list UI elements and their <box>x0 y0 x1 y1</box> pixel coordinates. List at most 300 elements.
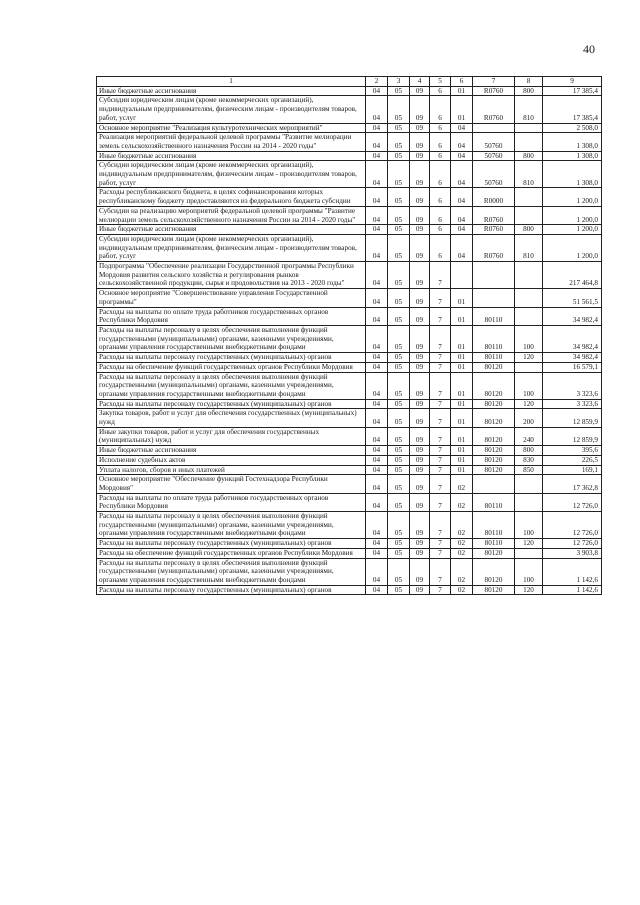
subsection-code-cell: 09 <box>410 455 430 465</box>
program-code-cell: 7 <box>430 325 451 352</box>
program-code-cell: 7 <box>430 446 451 456</box>
table-row <box>97 133 602 151</box>
description-cell: Расходы на выплаты персоналу в целях обеспечения выполнения функций государственными (муниципальными) органами, казенными учреждениями, органами управления государственными внебюджетными фондами <box>97 558 366 585</box>
subprogram-code-cell: 02 <box>451 548 473 558</box>
subprogram-code-cell: 02 <box>451 585 473 595</box>
ministry-code-cell: 04 <box>366 362 388 372</box>
target-article-code-cell: 80120 <box>473 548 515 558</box>
subprogram-code-cell: 01 <box>451 409 473 427</box>
subsection-code-cell: 09 <box>410 123 430 133</box>
description-cell: Расходы на выплаты по оплате труда работников государственных органов Республики Мордовия <box>97 307 366 325</box>
page-number: 40 <box>583 42 595 56</box>
expense-type-code-cell <box>515 123 543 133</box>
target-article-code-cell: 80110 <box>473 539 515 549</box>
subsection-code-cell: 09 <box>410 325 430 352</box>
section-code-cell: 05 <box>388 325 410 352</box>
target-article-code-cell: R0760 <box>473 86 515 96</box>
expense-type-code-cell: 100 <box>515 325 543 352</box>
table-row <box>97 307 602 325</box>
table-row <box>97 225 602 235</box>
subprogram-code-cell: 04 <box>451 234 473 261</box>
target-article-code-cell: R0760 <box>473 234 515 261</box>
section-code-cell: 05 <box>388 307 410 325</box>
header-cell-4: 4 <box>410 77 430 87</box>
target-article-code-cell: 80120 <box>473 409 515 427</box>
ministry-code-cell: 04 <box>366 123 388 133</box>
subsection-code-cell: 09 <box>410 188 430 206</box>
section-code-cell: 05 <box>388 465 410 475</box>
ministry-code-cell: 04 <box>366 399 388 409</box>
subsection-code-cell: 09 <box>410 409 430 427</box>
subsection-code-cell: 09 <box>410 133 430 151</box>
target-article-code-cell: R0760 <box>473 96 515 123</box>
subprogram-code-cell: 01 <box>451 289 473 307</box>
amount-cell: 17 385,4 <box>543 86 602 96</box>
table-row <box>97 206 602 224</box>
section-code-cell: 05 <box>388 446 410 456</box>
target-article-code-cell: 80120 <box>473 455 515 465</box>
expense-type-code-cell <box>515 133 543 151</box>
ministry-code-cell: 04 <box>366 372 388 399</box>
ministry-code-cell: 04 <box>366 151 388 161</box>
ministry-code-cell: 04 <box>366 409 388 427</box>
expense-type-code-cell <box>515 307 543 325</box>
section-code-cell: 05 <box>388 353 410 363</box>
description-cell: Иные бюджетные ассигнования <box>97 446 366 456</box>
amount-cell: 1 308,0 <box>543 151 602 161</box>
section-code-cell: 05 <box>388 289 410 307</box>
expense-type-code-cell: 200 <box>515 409 543 427</box>
program-code-cell: 6 <box>430 86 451 96</box>
expense-type-code-cell <box>515 188 543 206</box>
subprogram-code-cell: 01 <box>451 86 473 96</box>
expense-type-code-cell: 810 <box>515 234 543 261</box>
subprogram-code-cell: 01 <box>451 353 473 363</box>
table-row <box>97 409 602 427</box>
expense-type-code-cell: 810 <box>515 96 543 123</box>
section-code-cell: 05 <box>388 475 410 493</box>
section-code-cell: 05 <box>388 225 410 235</box>
section-code-cell: 05 <box>388 372 410 399</box>
description-cell: Расходы на обеспечение функций государственных органов Республики Мордовия <box>97 548 366 558</box>
subsection-code-cell: 09 <box>410 206 430 224</box>
table-row <box>97 455 602 465</box>
subprogram-code-cell: 01 <box>451 465 473 475</box>
subprogram-code-cell: 02 <box>451 493 473 511</box>
subsection-code-cell: 09 <box>410 262 430 289</box>
description-cell: Основное мероприятие "Обеспечение функций Гостехнадзора Республики Мордовия" <box>97 475 366 493</box>
amount-cell: 16 579,1 <box>543 362 602 372</box>
section-code-cell: 05 <box>388 206 410 224</box>
description-cell: Иные бюджетные ассигнования <box>97 225 366 235</box>
amount-cell: 34 982,4 <box>543 353 602 363</box>
section-code-cell: 05 <box>388 151 410 161</box>
program-code-cell: 6 <box>430 206 451 224</box>
header-cell-9: 9 <box>543 77 602 87</box>
subprogram-code-cell: 01 <box>451 96 473 123</box>
target-article-code-cell: 80120 <box>473 558 515 585</box>
ministry-code-cell: 04 <box>366 86 388 96</box>
amount-cell: 1 200,0 <box>543 225 602 235</box>
target-article-code-cell <box>473 123 515 133</box>
section-code-cell: 05 <box>388 399 410 409</box>
subsection-code-cell: 09 <box>410 539 430 549</box>
description-cell: Основное мероприятие "Совершенствование управления Государственной программы" <box>97 289 366 307</box>
program-code-cell: 6 <box>430 133 451 151</box>
ministry-code-cell: 04 <box>366 427 388 445</box>
ministry-code-cell: 04 <box>366 558 388 585</box>
ministry-code-cell: 04 <box>366 161 388 188</box>
subsection-code-cell: 09 <box>410 307 430 325</box>
amount-cell: 1 200,0 <box>543 188 602 206</box>
description-cell: Иные бюджетные ассигнования <box>97 86 366 96</box>
subprogram-code-cell: 01 <box>451 362 473 372</box>
program-code-cell: 7 <box>430 427 451 445</box>
subsection-code-cell: 09 <box>410 289 430 307</box>
expense-type-code-cell <box>515 362 543 372</box>
subsection-code-cell: 09 <box>410 512 430 539</box>
header-cell-8: 8 <box>515 77 543 87</box>
amount-cell: 2 508,0 <box>543 123 602 133</box>
subprogram-code-cell: 04 <box>451 123 473 133</box>
subprogram-code-cell: 02 <box>451 512 473 539</box>
table-row <box>97 362 602 372</box>
ministry-code-cell: 04 <box>366 548 388 558</box>
target-article-code-cell: 80120 <box>473 372 515 399</box>
description-cell: Субсидии на реализацию мероприятий федеральной целевой программы "Развитие мелиорации земель сельскохозяйственного назначения России на 2014 - 2020 годы" <box>97 206 366 224</box>
expense-type-code-cell: 800 <box>515 225 543 235</box>
ministry-code-cell: 04 <box>366 475 388 493</box>
target-article-code-cell: 80110 <box>473 307 515 325</box>
description-cell: Расходы на выплаты персоналу в целях обеспечения выполнения функций государственными (муниципальными) органами, казенными учреждениями, органами управления государственными внебюджетными фондами <box>97 325 366 352</box>
program-code-cell: 7 <box>430 585 451 595</box>
program-code-cell: 6 <box>430 123 451 133</box>
table-row <box>97 86 602 96</box>
amount-cell: 1 308,0 <box>543 133 602 151</box>
ministry-code-cell: 04 <box>366 512 388 539</box>
expense-type-code-cell: 120 <box>515 539 543 549</box>
subsection-code-cell: 09 <box>410 234 430 261</box>
program-code-cell: 6 <box>430 225 451 235</box>
target-article-code-cell: R0000 <box>473 188 515 206</box>
program-code-cell: 7 <box>430 353 451 363</box>
amount-cell: 34 982,4 <box>543 307 602 325</box>
description-cell: Иные закупки товаров, работ и услуг для обеспечения государственных (муниципальных) нужд <box>97 427 366 445</box>
amount-cell: 3 903,8 <box>543 548 602 558</box>
table-row <box>97 548 602 558</box>
subprogram-code-cell: 04 <box>451 206 473 224</box>
subprogram-code-cell: 04 <box>451 225 473 235</box>
subprogram-code-cell <box>451 262 473 289</box>
ministry-code-cell: 04 <box>366 325 388 352</box>
description-cell: Субсидии юридическим лицам (кроме некоммерческих организаций), индивидуальным предпринимателям, физическим лицам - производителям товаров, работ, услуг <box>97 234 366 261</box>
table-row <box>97 585 602 595</box>
program-code-cell: 7 <box>430 307 451 325</box>
target-article-code-cell <box>473 475 515 493</box>
subprogram-code-cell: 04 <box>451 151 473 161</box>
program-code-cell: 7 <box>430 465 451 475</box>
header-cell-6: 6 <box>451 77 473 87</box>
program-code-cell: 6 <box>430 161 451 188</box>
subprogram-code-cell: 02 <box>451 539 473 549</box>
table-row <box>97 372 602 399</box>
ministry-code-cell: 04 <box>366 446 388 456</box>
program-code-cell: 7 <box>430 539 451 549</box>
program-code-cell: 7 <box>430 475 451 493</box>
program-code-cell: 6 <box>430 188 451 206</box>
section-code-cell: 05 <box>388 512 410 539</box>
section-code-cell: 05 <box>388 133 410 151</box>
expense-type-code-cell <box>515 548 543 558</box>
program-code-cell: 6 <box>430 151 451 161</box>
section-code-cell: 05 <box>388 585 410 595</box>
section-code-cell: 05 <box>388 161 410 188</box>
description-cell: Субсидии юридическим лицам (кроме некоммерческих организаций), индивидуальным предпринимателям, физическим лицам - производителям товаров, работ, услуг <box>97 161 366 188</box>
target-article-code-cell: 50760 <box>473 151 515 161</box>
subprogram-code-cell: 01 <box>451 455 473 465</box>
table-row <box>97 325 602 352</box>
expense-type-code-cell: 120 <box>515 399 543 409</box>
program-code-cell: 7 <box>430 455 451 465</box>
target-article-code-cell: 80120 <box>473 465 515 475</box>
table-row <box>97 289 602 307</box>
expense-type-code-cell: 850 <box>515 465 543 475</box>
expense-type-code-cell <box>515 206 543 224</box>
description-cell: Закупка товаров, работ и услуг для обеспечения государственных (муниципальных) нужд <box>97 409 366 427</box>
description-cell: Расходы на выплаты персоналу государственных (муниципальных) органов <box>97 585 366 595</box>
subsection-code-cell: 09 <box>410 558 430 585</box>
subsection-code-cell: 09 <box>410 475 430 493</box>
expense-type-code-cell: 830 <box>515 455 543 465</box>
description-cell: Расходы республиканского бюджета, в целях софинансирования которых республиканскому бюджету предоставляются из федерального бюджета субсидии <box>97 188 366 206</box>
expense-type-code-cell: 100 <box>515 372 543 399</box>
amount-cell: 34 982,4 <box>543 325 602 352</box>
amount-cell: 17 362,8 <box>543 475 602 493</box>
subprogram-code-cell: 04 <box>451 161 473 188</box>
target-article-code-cell: 80110 <box>473 325 515 352</box>
ministry-code-cell: 04 <box>366 225 388 235</box>
subsection-code-cell: 09 <box>410 465 430 475</box>
amount-cell: 12 726,0 <box>543 493 602 511</box>
table-row <box>97 399 602 409</box>
description-cell: Расходы на выплаты персоналу государственных (муниципальных) органов <box>97 399 366 409</box>
program-code-cell: 7 <box>430 262 451 289</box>
table-row <box>97 161 602 188</box>
subsection-code-cell: 09 <box>410 96 430 123</box>
subsection-code-cell: 09 <box>410 446 430 456</box>
expense-type-code-cell: 240 <box>515 427 543 445</box>
subsection-code-cell: 09 <box>410 493 430 511</box>
amount-cell: 3 323,6 <box>543 372 602 399</box>
amount-cell: 217 464,8 <box>543 262 602 289</box>
section-code-cell: 05 <box>388 86 410 96</box>
section-code-cell: 05 <box>388 262 410 289</box>
subprogram-code-cell: 04 <box>451 133 473 151</box>
table-row <box>97 539 602 549</box>
target-article-code-cell <box>473 289 515 307</box>
expense-type-code-cell <box>515 475 543 493</box>
section-code-cell: 05 <box>388 455 410 465</box>
section-code-cell: 05 <box>388 427 410 445</box>
section-code-cell: 05 <box>388 409 410 427</box>
expense-type-code-cell: 120 <box>515 585 543 595</box>
subprogram-code-cell: 04 <box>451 188 473 206</box>
description-cell: Расходы на выплаты по оплате труда работников государственных органов Республики Мордовия <box>97 493 366 511</box>
ministry-code-cell: 04 <box>366 262 388 289</box>
expense-type-code-cell <box>515 493 543 511</box>
table-row <box>97 151 602 161</box>
program-code-cell: 7 <box>430 558 451 585</box>
description-cell: Уплата налогов, сборов и иных платежей <box>97 465 366 475</box>
program-code-cell: 7 <box>430 409 451 427</box>
amount-cell: 395,6 <box>543 446 602 456</box>
ministry-code-cell: 04 <box>366 133 388 151</box>
table-row <box>97 465 602 475</box>
subsection-code-cell: 09 <box>410 548 430 558</box>
target-article-code-cell: 50760 <box>473 133 515 151</box>
target-article-code-cell: 80120 <box>473 399 515 409</box>
expense-type-code-cell: 800 <box>515 151 543 161</box>
target-article-code-cell: 80110 <box>473 353 515 363</box>
subsection-code-cell: 09 <box>410 362 430 372</box>
subsection-code-cell: 09 <box>410 353 430 363</box>
section-code-cell: 05 <box>388 493 410 511</box>
section-code-cell: 05 <box>388 96 410 123</box>
section-code-cell: 05 <box>388 188 410 206</box>
subprogram-code-cell: 01 <box>451 307 473 325</box>
header-cell-5: 5 <box>430 77 451 87</box>
table-row <box>97 123 602 133</box>
ministry-code-cell: 04 <box>366 493 388 511</box>
expense-type-code-cell: 800 <box>515 446 543 456</box>
target-article-code-cell: 80120 <box>473 427 515 445</box>
subprogram-code-cell: 01 <box>451 399 473 409</box>
subsection-code-cell: 09 <box>410 86 430 96</box>
ministry-code-cell: 04 <box>366 289 388 307</box>
ministry-code-cell: 04 <box>366 539 388 549</box>
description-cell: Субсидии юридическим лицам (кроме некоммерческих организаций), индивидуальным предпринимателям, физическим лицам - производителям товаров, работ, услуг <box>97 96 366 123</box>
section-code-cell: 05 <box>388 539 410 549</box>
amount-cell: 17 385,4 <box>543 96 602 123</box>
target-article-code-cell: 80120 <box>473 446 515 456</box>
amount-cell: 12 726,0 <box>543 512 602 539</box>
expense-type-code-cell: 100 <box>515 558 543 585</box>
description-cell: Подпрограмма "Обеспечение реализации Государственной программы Республики Мордовия развития сельского хозяйства и регулирования рынков сельскохозяйственной продукции, сырья и продовольствия на 2013 - 2020 годы" <box>97 262 366 289</box>
amount-cell: 1 308,0 <box>543 161 602 188</box>
target-article-code-cell: 80120 <box>473 585 515 595</box>
program-code-cell: 6 <box>430 234 451 261</box>
subsection-code-cell: 09 <box>410 427 430 445</box>
program-code-cell: 7 <box>430 548 451 558</box>
subprogram-code-cell: 01 <box>451 372 473 399</box>
ministry-code-cell: 04 <box>366 188 388 206</box>
target-article-code-cell: 50760 <box>473 161 515 188</box>
section-code-cell: 05 <box>388 558 410 585</box>
subprogram-code-cell: 02 <box>451 475 473 493</box>
target-article-code-cell: R0760 <box>473 206 515 224</box>
description-cell: Расходы на выплаты персоналу государственных (муниципальных) органов <box>97 539 366 549</box>
table-row <box>97 262 602 289</box>
expense-type-code-cell: 120 <box>515 353 543 363</box>
ministry-code-cell: 04 <box>366 307 388 325</box>
description-cell: Основное мероприятие "Реализация культуротехнических мероприятий" <box>97 123 366 133</box>
table-row <box>97 353 602 363</box>
ministry-code-cell: 04 <box>366 455 388 465</box>
header-cell-7: 7 <box>473 77 515 87</box>
table-row <box>97 188 602 206</box>
section-code-cell: 05 <box>388 234 410 261</box>
amount-cell: 12 726,0 <box>543 539 602 549</box>
description-cell: Исполнение судебных актов <box>97 455 366 465</box>
table-row <box>97 475 602 493</box>
ministry-code-cell: 04 <box>366 234 388 261</box>
description-cell: Расходы на выплаты персоналу государственных (муниципальных) органов <box>97 353 366 363</box>
amount-cell: 1 200,0 <box>543 206 602 224</box>
expense-type-code-cell: 800 <box>515 86 543 96</box>
ministry-code-cell: 04 <box>366 96 388 123</box>
amount-cell: 3 323,6 <box>543 399 602 409</box>
header-cell-1: 1 <box>97 77 366 87</box>
program-code-cell: 7 <box>430 289 451 307</box>
program-code-cell: 6 <box>430 96 451 123</box>
program-code-cell: 7 <box>430 399 451 409</box>
expense-type-code-cell: 810 <box>515 161 543 188</box>
expense-type-code-cell <box>515 289 543 307</box>
table-row <box>97 234 602 261</box>
table-row <box>97 512 602 539</box>
program-code-cell: 7 <box>430 362 451 372</box>
ministry-code-cell: 04 <box>366 206 388 224</box>
amount-cell: 12 859,9 <box>543 409 602 427</box>
table-row <box>97 493 602 511</box>
table-row <box>97 96 602 123</box>
amount-cell: 226,5 <box>543 455 602 465</box>
amount-cell: 12 859,9 <box>543 427 602 445</box>
subprogram-code-cell: 01 <box>451 446 473 456</box>
table-row <box>97 446 602 456</box>
description-cell: Иные бюджетные ассигнования <box>97 151 366 161</box>
header-cell-2: 2 <box>366 77 388 87</box>
amount-cell: 1 200,0 <box>543 234 602 261</box>
subprogram-code-cell: 02 <box>451 558 473 585</box>
subsection-code-cell: 09 <box>410 372 430 399</box>
amount-cell: 169,1 <box>543 465 602 475</box>
header-cell-3: 3 <box>388 77 410 87</box>
table-row <box>97 427 602 445</box>
description-cell: Расходы на обеспечение функций государственных органов Республики Мордовия <box>97 362 366 372</box>
budget-table <box>96 76 602 595</box>
amount-cell: 1 142,6 <box>543 585 602 595</box>
amount-cell: 1 142,6 <box>543 558 602 585</box>
target-article-code-cell: R0760 <box>473 225 515 235</box>
subprogram-code-cell: 01 <box>451 325 473 352</box>
expense-type-code-cell: 100 <box>515 512 543 539</box>
description-cell: Расходы на выплаты персоналу в целях обеспечения выполнения функций государственными (муниципальными) органами, казенными учреждениями, органами управления государственными внебюджетными фондами <box>97 512 366 539</box>
ministry-code-cell: 04 <box>366 585 388 595</box>
section-code-cell: 05 <box>388 123 410 133</box>
ministry-code-cell: 04 <box>366 353 388 363</box>
target-article-code-cell: 80110 <box>473 512 515 539</box>
program-code-cell: 7 <box>430 372 451 399</box>
ministry-code-cell: 04 <box>366 465 388 475</box>
target-article-code-cell: 80110 <box>473 493 515 511</box>
target-article-code-cell: 80120 <box>473 362 515 372</box>
section-code-cell: 05 <box>388 548 410 558</box>
section-code-cell: 05 <box>388 362 410 372</box>
subsection-code-cell: 09 <box>410 585 430 595</box>
subsection-code-cell: 09 <box>410 225 430 235</box>
table-header-row <box>97 77 602 87</box>
